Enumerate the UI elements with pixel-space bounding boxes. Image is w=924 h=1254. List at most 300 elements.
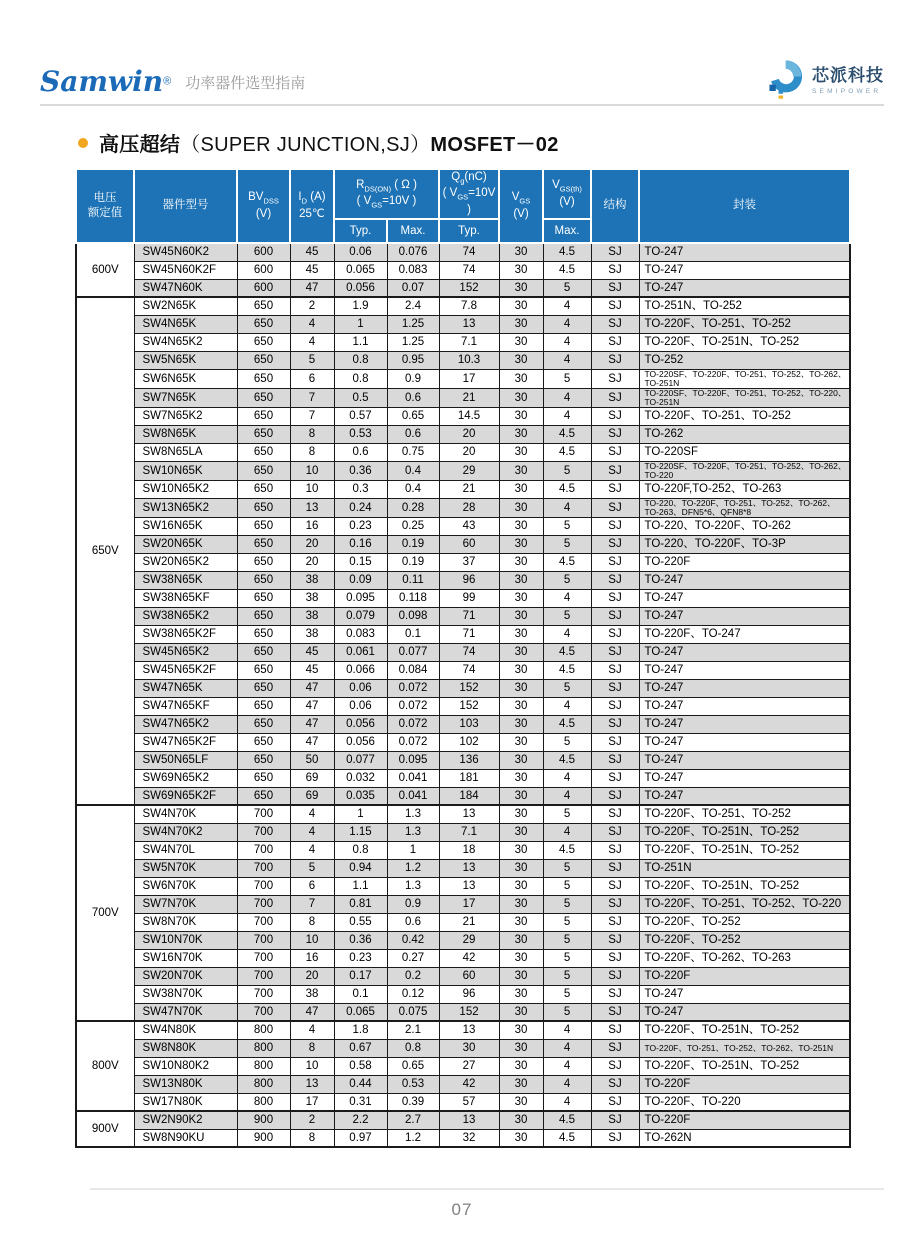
- table-row: [76, 589, 850, 607]
- id-cell: 2: [290, 297, 334, 315]
- table-row: [76, 279, 850, 297]
- qg-typ-cell: 74: [439, 661, 499, 679]
- id-cell: 8: [290, 913, 334, 931]
- package-cell: TO-247: [639, 985, 850, 1003]
- col-header-voltage: 电压 额定值: [76, 169, 134, 243]
- vgs-cell: 30: [499, 895, 543, 913]
- vgs-cell: 30: [499, 913, 543, 931]
- rdson-typ-cell: 0.056: [334, 279, 387, 297]
- vgs-cell: 30: [499, 697, 543, 715]
- vgs-cell: 30: [499, 261, 543, 279]
- rdson-max-cell: 1.3: [387, 877, 439, 895]
- table-row: [76, 1129, 850, 1147]
- bullet-icon: [78, 138, 88, 148]
- voltage-group-label: 650V: [76, 297, 134, 805]
- rdson-max-cell: 0.53: [387, 1075, 439, 1093]
- structure-cell: SJ: [591, 553, 639, 571]
- vgs-cell: 30: [499, 949, 543, 967]
- rdson-typ-cell: 0.09: [334, 571, 387, 589]
- rdson-max-cell: 0.19: [387, 553, 439, 571]
- qg-typ-cell: 136: [439, 751, 499, 769]
- bvdss-cell: 700: [237, 841, 290, 859]
- bvdss-cell: 650: [237, 787, 290, 805]
- vgsth-max-cell: 5: [543, 733, 591, 751]
- part-cell: SW4N70K2: [134, 823, 237, 841]
- package-cell: TO-220F,TO-252、TO-263: [639, 480, 850, 498]
- id-cell: 10: [290, 480, 334, 498]
- structure-cell: SJ: [591, 967, 639, 985]
- vgsth-max-cell: 4.5: [543, 643, 591, 661]
- vgsth-max-cell: 4: [543, 769, 591, 787]
- structure-cell: SJ: [591, 517, 639, 535]
- package-cell: TO-220F、TO-251、TO-252: [639, 315, 850, 333]
- brand-name: Samwin: [40, 65, 164, 98]
- structure-cell: SJ: [591, 607, 639, 625]
- qg-typ-cell: 21: [439, 913, 499, 931]
- structure-cell: SJ: [591, 351, 639, 369]
- part-cell: SW2N65K: [134, 297, 237, 315]
- id-cell: 45: [290, 661, 334, 679]
- vgs-cell: 30: [499, 1075, 543, 1093]
- bvdss-cell: 700: [237, 805, 290, 823]
- rdson-max-cell: 2.1: [387, 1021, 439, 1039]
- qg-typ-cell: 71: [439, 625, 499, 643]
- bvdss-cell: 650: [237, 297, 290, 315]
- part-cell: SW5N70K: [134, 859, 237, 877]
- rdson-typ-cell: 0.58: [334, 1057, 387, 1075]
- bvdss-cell: 650: [237, 498, 290, 517]
- table-row: [76, 571, 850, 589]
- package-cell: TO-247: [639, 243, 850, 261]
- rdson-typ-cell: 0.23: [334, 517, 387, 535]
- structure-cell: SJ: [591, 388, 639, 407]
- vgsth-max-cell: 4: [543, 315, 591, 333]
- rdson-max-cell: 1.3: [387, 805, 439, 823]
- qg-typ-cell: 28: [439, 498, 499, 517]
- structure-cell: SJ: [591, 805, 639, 823]
- rdson-typ-cell: 0.31: [334, 1093, 387, 1111]
- vgsth-max-cell: 4.5: [543, 480, 591, 498]
- structure-cell: SJ: [591, 877, 639, 895]
- vgs-cell: 30: [499, 1057, 543, 1075]
- rdson-max-cell: 0.118: [387, 589, 439, 607]
- id-cell: 16: [290, 517, 334, 535]
- vgs-cell: 30: [499, 333, 543, 351]
- bvdss-cell: 650: [237, 733, 290, 751]
- qg-typ-cell: 20: [439, 443, 499, 461]
- table-row: [76, 315, 850, 333]
- table-row: [76, 841, 850, 859]
- table-row: [76, 805, 850, 823]
- table-row: [76, 859, 850, 877]
- structure-cell: SJ: [591, 333, 639, 351]
- rdson-max-cell: 0.077: [387, 643, 439, 661]
- vgs-cell: 30: [499, 1093, 543, 1111]
- rdson-typ-cell: 0.17: [334, 967, 387, 985]
- rdson-max-cell: 0.28: [387, 498, 439, 517]
- voltage-group-label: 800V: [76, 1021, 134, 1111]
- qg-typ-cell: 152: [439, 679, 499, 697]
- part-cell: SW8N65K: [134, 425, 237, 443]
- qg-typ-cell: 71: [439, 607, 499, 625]
- table-row: [76, 333, 850, 351]
- rdson-max-cell: 1: [387, 841, 439, 859]
- id-cell: 45: [290, 643, 334, 661]
- rdson-typ-cell: 0.94: [334, 859, 387, 877]
- qg-typ-cell: 42: [439, 1075, 499, 1093]
- rdson-typ-cell: 0.056: [334, 733, 387, 751]
- qg-typ-cell: 13: [439, 1021, 499, 1039]
- qg-typ-cell: 20: [439, 425, 499, 443]
- table-row: [76, 261, 850, 279]
- rdson-typ-cell: 0.6: [334, 443, 387, 461]
- bvdss-cell: 700: [237, 967, 290, 985]
- rdson-max-cell: 1.3: [387, 823, 439, 841]
- bvdss-cell: 700: [237, 931, 290, 949]
- structure-cell: SJ: [591, 589, 639, 607]
- vgs-cell: 30: [499, 407, 543, 425]
- rdson-typ-cell: 0.36: [334, 931, 387, 949]
- table-row: [76, 498, 850, 517]
- semipower-name: 芯派科技: [812, 66, 884, 86]
- id-cell: 69: [290, 769, 334, 787]
- table-body: [76, 243, 850, 1147]
- rdson-max-cell: 0.072: [387, 715, 439, 733]
- qg-typ-cell: 21: [439, 388, 499, 407]
- vgsth-max-cell: 4: [543, 297, 591, 315]
- part-cell: SW7N70K: [134, 895, 237, 913]
- rdson-typ-cell: 0.8: [334, 369, 387, 388]
- rdson-max-cell: 0.4: [387, 480, 439, 498]
- structure-cell: SJ: [591, 625, 639, 643]
- table-row: [76, 1057, 850, 1075]
- structure-cell: SJ: [591, 480, 639, 498]
- vgsth-max-cell: 5: [543, 859, 591, 877]
- part-cell: SW10N80K2: [134, 1057, 237, 1075]
- package-cell: TO-220F: [639, 1111, 850, 1129]
- part-cell: SW7N65K: [134, 388, 237, 407]
- structure-cell: SJ: [591, 1057, 639, 1075]
- package-cell: TO-262N: [639, 1129, 850, 1147]
- table-row: [76, 913, 850, 931]
- rdson-max-cell: 0.9: [387, 369, 439, 388]
- id-cell: 8: [290, 443, 334, 461]
- id-cell: 13: [290, 1075, 334, 1093]
- qg-typ-cell: 42: [439, 949, 499, 967]
- structure-cell: SJ: [591, 769, 639, 787]
- rdson-max-cell: 1.25: [387, 315, 439, 333]
- rdson-max-cell: 2.7: [387, 1111, 439, 1129]
- table-row: [76, 877, 850, 895]
- vgsth-max-cell: 4.5: [543, 661, 591, 679]
- package-cell: TO-247: [639, 715, 850, 733]
- rdson-max-cell: 0.6: [387, 388, 439, 407]
- table-row: [76, 1003, 850, 1021]
- table-row: [76, 443, 850, 461]
- rdson-typ-cell: 0.1: [334, 985, 387, 1003]
- vgs-cell: 30: [499, 643, 543, 661]
- part-cell: SW20N65K: [134, 535, 237, 553]
- qg-typ-cell: 13: [439, 877, 499, 895]
- vgs-cell: 30: [499, 733, 543, 751]
- vgsth-max-cell: 4: [543, 388, 591, 407]
- table-row: [76, 679, 850, 697]
- qg-typ-cell: 7.1: [439, 333, 499, 351]
- vgs-cell: 30: [499, 498, 543, 517]
- rdson-max-cell: 0.6: [387, 913, 439, 931]
- part-cell: SW10N65K: [134, 461, 237, 480]
- vgsth-max-cell: 4: [543, 333, 591, 351]
- qg-typ-cell: 103: [439, 715, 499, 733]
- col-header-id: $I_D$ (A) 25℃: [290, 169, 334, 243]
- brand-subtitle: 功率器件选型指南: [185, 75, 306, 92]
- id-cell: 50: [290, 751, 334, 769]
- rdson-typ-cell: 1.9: [334, 297, 387, 315]
- vgs-cell: 30: [499, 279, 543, 297]
- rdson-typ-cell: 0.15: [334, 553, 387, 571]
- vgsth-max-cell: 4: [543, 589, 591, 607]
- id-cell: 2: [290, 1111, 334, 1129]
- bvdss-cell: 650: [237, 589, 290, 607]
- part-cell: SW20N65K2: [134, 553, 237, 571]
- package-cell: TO-220F、TO-251N、TO-252: [639, 841, 850, 859]
- id-cell: 8: [290, 1129, 334, 1147]
- part-cell: SW5N65K: [134, 351, 237, 369]
- rdson-typ-cell: 0.44: [334, 1075, 387, 1093]
- id-cell: 45: [290, 261, 334, 279]
- part-cell: SW6N70K: [134, 877, 237, 895]
- footer-divider: [90, 1188, 884, 1190]
- bvdss-cell: 700: [237, 1003, 290, 1021]
- vgsth-max-cell: 4: [543, 697, 591, 715]
- rdson-max-cell: 0.42: [387, 931, 439, 949]
- part-cell: SW47N65K2: [134, 715, 237, 733]
- vgsth-max-cell: 5: [543, 517, 591, 535]
- bvdss-cell: 800: [237, 1039, 290, 1057]
- id-cell: 45: [290, 243, 334, 261]
- structure-cell: SJ: [591, 243, 639, 261]
- qg-typ-cell: 13: [439, 315, 499, 333]
- vgs-cell: 30: [499, 751, 543, 769]
- vgs-cell: 30: [499, 589, 543, 607]
- rdson-max-cell: 1.2: [387, 1129, 439, 1147]
- qg-typ-cell: 29: [439, 461, 499, 480]
- part-cell: SW20N70K: [134, 967, 237, 985]
- package-cell: TO-220F、TO-252: [639, 913, 850, 931]
- rdson-typ-cell: 0.066: [334, 661, 387, 679]
- voltage-group-label: 600V: [76, 243, 134, 297]
- vgsth-max-cell: 5: [543, 607, 591, 625]
- rdson-typ-cell: 0.36: [334, 461, 387, 480]
- rdson-typ-cell: 0.24: [334, 498, 387, 517]
- part-cell: SW47N70K: [134, 1003, 237, 1021]
- col-header-part: 器件型号: [134, 169, 237, 243]
- structure-cell: SJ: [591, 407, 639, 425]
- bvdss-cell: 800: [237, 1057, 290, 1075]
- col-header-vgs: $V_{GS}$ (V): [499, 169, 543, 243]
- part-cell: SW69N65K2F: [134, 787, 237, 805]
- rdson-typ-cell: 0.55: [334, 913, 387, 931]
- structure-cell: SJ: [591, 425, 639, 443]
- part-cell: SW45N60K2F: [134, 261, 237, 279]
- vgs-cell: 30: [499, 679, 543, 697]
- vgsth-max-cell: 4: [543, 787, 591, 805]
- vgs-cell: 30: [499, 425, 543, 443]
- part-cell: SW8N80K: [134, 1039, 237, 1057]
- part-cell: SW45N60K2: [134, 243, 237, 261]
- bvdss-cell: 650: [237, 643, 290, 661]
- bvdss-cell: 650: [237, 769, 290, 787]
- bvdss-cell: 650: [237, 679, 290, 697]
- part-cell: SW50N65LF: [134, 751, 237, 769]
- table-row: [76, 733, 850, 751]
- bvdss-cell: 650: [237, 751, 290, 769]
- package-cell: TO-220F、TO-251N、TO-252: [639, 877, 850, 895]
- table-row: [76, 1111, 850, 1129]
- id-cell: 47: [290, 697, 334, 715]
- bvdss-cell: 650: [237, 553, 290, 571]
- id-cell: 8: [290, 1039, 334, 1057]
- vgsth-max-cell: 4: [543, 1039, 591, 1057]
- vgs-cell: 30: [499, 315, 543, 333]
- table-row: [76, 461, 850, 480]
- rdson-max-cell: 0.11: [387, 571, 439, 589]
- package-cell: TO-220F: [639, 553, 850, 571]
- qg-typ-cell: 60: [439, 967, 499, 985]
- id-cell: 7: [290, 895, 334, 913]
- table-row: [76, 697, 850, 715]
- rdson-typ-cell: 0.23: [334, 949, 387, 967]
- vgsth-max-cell: 4.5: [543, 841, 591, 859]
- table-row: [76, 769, 850, 787]
- package-cell: TO-247: [639, 697, 850, 715]
- part-cell: SW7N65K2: [134, 407, 237, 425]
- bvdss-cell: 650: [237, 607, 290, 625]
- subcol-header-qg-typ: Typ.: [439, 219, 499, 243]
- package-cell: TO-247: [639, 607, 850, 625]
- bvdss-cell: 800: [237, 1093, 290, 1111]
- rdson-typ-cell: 0.06: [334, 679, 387, 697]
- rdson-max-cell: 0.041: [387, 769, 439, 787]
- id-cell: 8: [290, 425, 334, 443]
- id-cell: 20: [290, 553, 334, 571]
- rdson-max-cell: 0.9: [387, 895, 439, 913]
- vgsth-max-cell: 4.5: [543, 425, 591, 443]
- part-cell: SW16N65K: [134, 517, 237, 535]
- qg-typ-cell: 32: [439, 1129, 499, 1147]
- bvdss-cell: 650: [237, 407, 290, 425]
- qg-typ-cell: 74: [439, 261, 499, 279]
- table-row: [76, 369, 850, 388]
- vgs-cell: 30: [499, 243, 543, 261]
- package-cell: TO-220F、TO-251N、TO-252: [639, 333, 850, 351]
- package-cell: TO-220、TO-220F、TO-3P: [639, 535, 850, 553]
- vgsth-max-cell: 4: [543, 1093, 591, 1111]
- vgs-cell: 30: [499, 461, 543, 480]
- vgsth-max-cell: 4: [543, 407, 591, 425]
- qg-typ-cell: 7.1: [439, 823, 499, 841]
- qg-typ-cell: 184: [439, 787, 499, 805]
- table-row: [76, 625, 850, 643]
- id-cell: 13: [290, 498, 334, 517]
- structure-cell: SJ: [591, 661, 639, 679]
- registered-mark-icon: ®: [163, 75, 172, 88]
- structure-cell: SJ: [591, 1003, 639, 1021]
- rdson-max-cell: 0.041: [387, 787, 439, 805]
- structure-cell: SJ: [591, 715, 639, 733]
- vgsth-max-cell: 5: [543, 967, 591, 985]
- id-cell: 5: [290, 859, 334, 877]
- table-row: [76, 351, 850, 369]
- id-cell: 20: [290, 967, 334, 985]
- table-row: [76, 1039, 850, 1057]
- id-cell: 10: [290, 931, 334, 949]
- bvdss-cell: 650: [237, 480, 290, 498]
- qg-typ-cell: 14.5: [439, 407, 499, 425]
- rdson-max-cell: 0.65: [387, 407, 439, 425]
- vgsth-max-cell: 4: [543, 1057, 591, 1075]
- vgs-cell: 30: [499, 571, 543, 589]
- bvdss-cell: 700: [237, 949, 290, 967]
- vgsth-max-cell: 4.5: [543, 1129, 591, 1147]
- rdson-typ-cell: 1.1: [334, 877, 387, 895]
- bvdss-cell: 900: [237, 1111, 290, 1129]
- id-cell: 5: [290, 351, 334, 369]
- vgs-cell: 30: [499, 297, 543, 315]
- qg-typ-cell: 60: [439, 535, 499, 553]
- structure-cell: SJ: [591, 697, 639, 715]
- rdson-max-cell: 0.75: [387, 443, 439, 461]
- qg-typ-cell: 13: [439, 859, 499, 877]
- vgsth-max-cell: 5: [543, 949, 591, 967]
- structure-cell: SJ: [591, 1111, 639, 1129]
- brand-row: [40, 54, 884, 96]
- package-cell: TO-220F、TO-251、TO-252: [639, 805, 850, 823]
- rdson-max-cell: 1.2: [387, 859, 439, 877]
- page-header: [0, 0, 924, 106]
- vgsth-max-cell: 4: [543, 1075, 591, 1093]
- structure-cell: SJ: [591, 535, 639, 553]
- rdson-typ-cell: 0.81: [334, 895, 387, 913]
- rdson-typ-cell: 0.079: [334, 607, 387, 625]
- package-cell: TO-247: [639, 679, 850, 697]
- bvdss-cell: 650: [237, 535, 290, 553]
- id-cell: 6: [290, 369, 334, 388]
- col-header-qg: $Q_g(nC)$ ( $V_{GS}=10V$ ): [439, 169, 499, 219]
- part-cell: SW4N65K: [134, 315, 237, 333]
- bvdss-cell: 700: [237, 895, 290, 913]
- rdson-typ-cell: 0.8: [334, 841, 387, 859]
- package-cell: TO-220F、TO-251N、TO-252: [639, 1021, 850, 1039]
- rdson-max-cell: 1.25: [387, 333, 439, 351]
- table-row: [76, 1075, 850, 1093]
- package-cell: TO-220F、TO-220: [639, 1093, 850, 1111]
- rdson-typ-cell: 0.3: [334, 480, 387, 498]
- rdson-typ-cell: 0.077: [334, 751, 387, 769]
- bvdss-cell: 700: [237, 877, 290, 895]
- table-row: [76, 985, 850, 1003]
- vgs-cell: 30: [499, 1129, 543, 1147]
- package-cell: TO-247: [639, 751, 850, 769]
- table-row: [76, 751, 850, 769]
- vgs-cell: 30: [499, 787, 543, 805]
- part-cell: SW4N70K: [134, 805, 237, 823]
- bvdss-cell: 600: [237, 243, 290, 261]
- table-row: [76, 243, 850, 261]
- package-cell: TO-220F、TO-251、TO-252、TO-262、TO-251N: [639, 1039, 850, 1057]
- part-cell: SW38N65K2F: [134, 625, 237, 643]
- vgsth-max-cell: 4.5: [543, 751, 591, 769]
